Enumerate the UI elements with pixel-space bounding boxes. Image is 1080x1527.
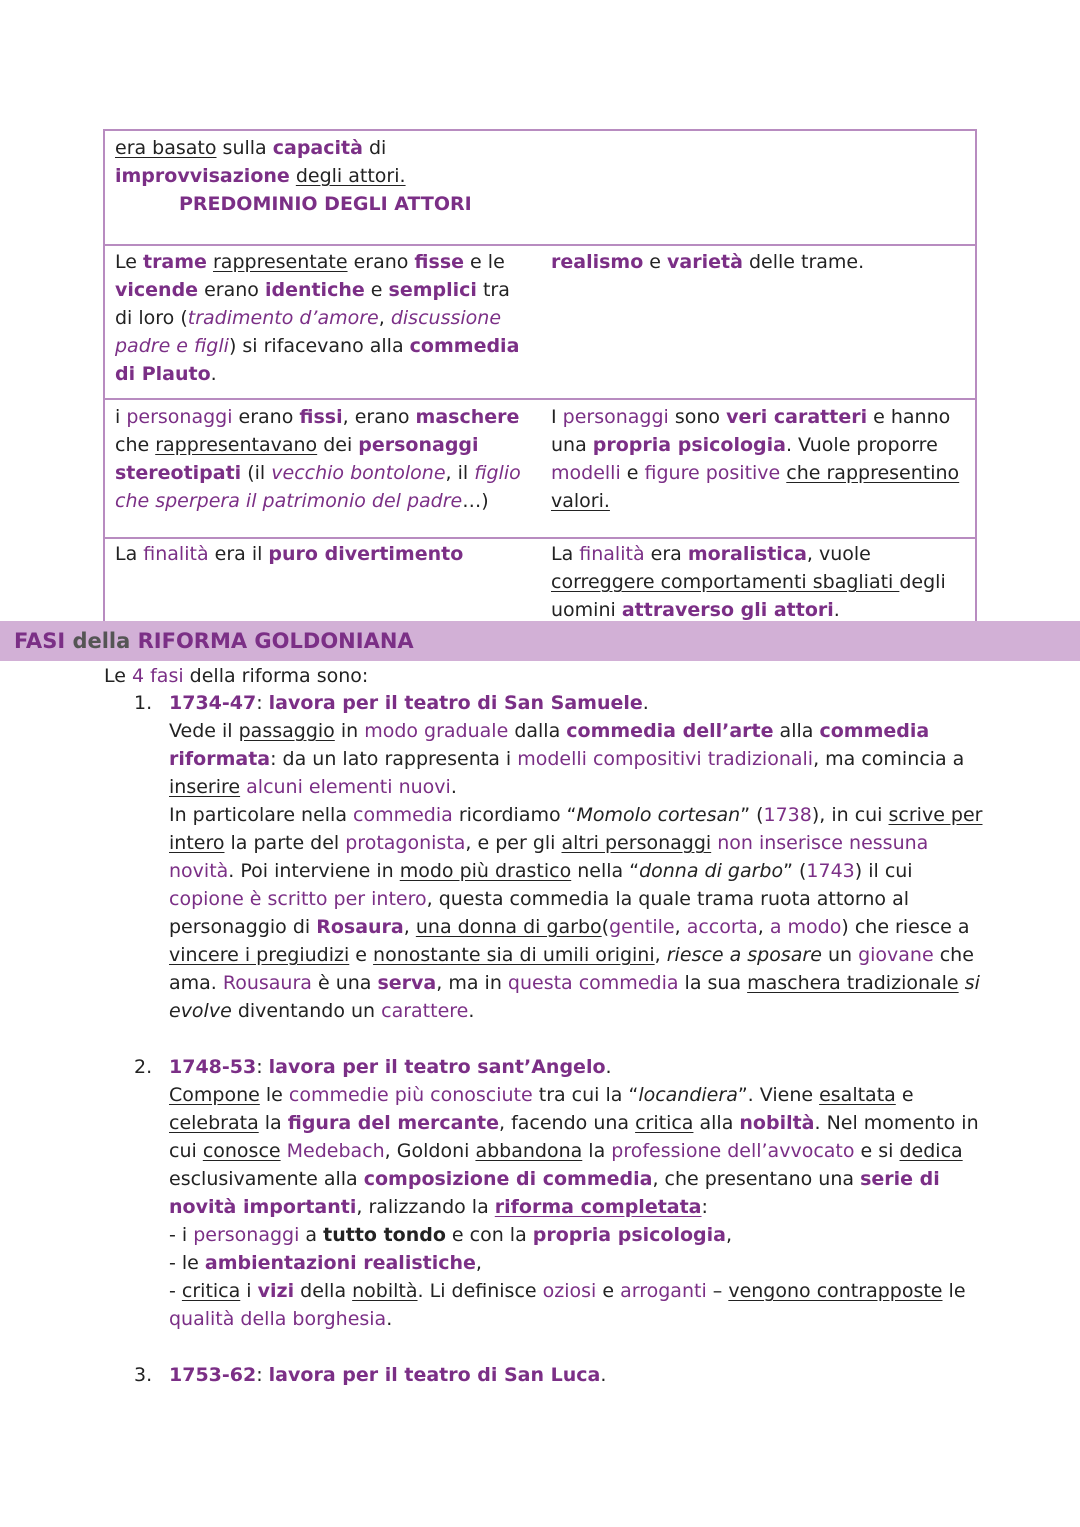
text-run: i	[115, 406, 127, 428]
text-run: figlio che sperpera il patrimonio del padre	[115, 462, 521, 512]
text-run: identiche	[264, 279, 365, 301]
text-run: attraverso gli attori	[621, 599, 834, 621]
text-run: correggere comportamenti sbagliati	[551, 571, 900, 593]
text-run: dei	[317, 434, 359, 456]
text-run: arroganti	[620, 1280, 707, 1302]
text-run: i	[240, 1280, 258, 1302]
text-run: scrive per intero	[169, 804, 983, 854]
text-run: erano	[232, 406, 300, 428]
text-run: in	[334, 720, 365, 742]
phase-paragraph	[169, 1081, 984, 1221]
text-run: degli uomini	[551, 571, 946, 621]
text-run: personaggi	[193, 1224, 300, 1246]
text-run: nonostante sia di umili origini	[373, 944, 655, 966]
text-run: ) il cui	[854, 860, 913, 882]
phase-bullet	[169, 1221, 984, 1249]
text-run: ) che riesce a	[841, 916, 970, 938]
text-run: composizione di commedia	[363, 1168, 653, 1190]
text-run: questa commedia	[507, 972, 679, 994]
text-run: le	[259, 1084, 289, 1106]
text-run: .	[386, 1308, 393, 1330]
text-run: giovane	[858, 944, 934, 966]
table-row	[104, 130, 976, 245]
text-run: Compone	[169, 1084, 260, 1106]
text-run: semplici	[388, 279, 477, 301]
text-run: Rosaura	[316, 916, 404, 938]
cell-goldoni	[541, 130, 976, 245]
phase-paragraph	[169, 801, 984, 1025]
text-run: 1738	[763, 804, 812, 826]
text-run: .	[605, 1056, 612, 1078]
text-run: altri personaggi	[561, 832, 712, 854]
text-run: .	[600, 1364, 607, 1386]
text-run: si evolve	[169, 972, 980, 1022]
text-run: ,	[378, 307, 391, 329]
text-run: della	[294, 1280, 353, 1302]
text-run: serva	[377, 972, 437, 994]
text-run: alcuni elementi nuovi	[246, 776, 451, 798]
text-run: commedia di Plauto	[115, 335, 520, 385]
cell-old-theatre	[104, 399, 541, 538]
text-run: .	[642, 692, 649, 714]
text-run: vengono contrapposte	[728, 1280, 943, 1302]
text-run: . Poi interviene in	[228, 860, 400, 882]
text-run: diventando un	[231, 1000, 382, 1022]
text-run: ,	[654, 944, 667, 966]
text-run: ”. Viene	[737, 1084, 820, 1106]
text-run: :	[256, 692, 269, 714]
text-run: e	[349, 944, 374, 966]
text-run: che	[115, 434, 156, 456]
phases-list	[134, 689, 984, 1389]
text-run: vicende	[115, 279, 199, 301]
text-run: e	[596, 1280, 621, 1302]
text-run: conosce	[202, 1140, 281, 1162]
text-run: ,	[475, 1252, 482, 1274]
text-run: che rappresentino valori.	[551, 462, 960, 512]
phase-title	[169, 1361, 984, 1389]
text-run: ), in cui	[811, 804, 889, 826]
text-run: , il	[445, 462, 475, 484]
text-run: vizi	[257, 1280, 295, 1302]
text-run: , ma comincia a	[813, 748, 965, 770]
section-header-band	[0, 621, 1080, 661]
text-run: , vuole	[806, 543, 871, 565]
text-run: Vede il	[169, 720, 239, 742]
phase-paragraph	[169, 717, 984, 801]
text-run: - i	[169, 1224, 194, 1246]
text-run: era	[644, 543, 688, 565]
text-run: finalità	[143, 543, 209, 565]
text-run: . Nel momento in cui	[169, 1112, 979, 1162]
text-run: erano	[347, 251, 415, 273]
text-run: –	[706, 1280, 729, 1302]
text-run: , questa commedia la quale trama ruota attorno al personaggio di	[169, 888, 910, 938]
text-run: lavora per il teatro sant’Angelo	[268, 1056, 606, 1078]
text-run: tradimento d’amore	[187, 307, 379, 329]
text-run: e	[620, 462, 645, 484]
text-run: riesce a sposare	[666, 944, 822, 966]
text-run: passaggio	[238, 720, 335, 742]
text-run: Momolo cortesan	[576, 804, 741, 826]
text-run: modelli	[551, 462, 621, 484]
text-run: puro divertimento	[268, 543, 464, 565]
text-run: Le	[104, 665, 132, 687]
text-run: - le	[169, 1252, 205, 1274]
text-run: :	[256, 1364, 269, 1386]
text-run: 4 fasi	[131, 665, 184, 687]
text-run: oziosi	[542, 1280, 597, 1302]
text-run: ambientazioni realistiche	[204, 1252, 476, 1274]
text-run: moralistica	[687, 543, 807, 565]
text-run: figure positive	[644, 462, 781, 484]
list-number: 3.	[134, 1364, 153, 1386]
text-run: veri caratteri	[726, 406, 868, 428]
text-run: copione è scritto per intero	[169, 888, 427, 910]
text-run: abbandona	[475, 1140, 583, 1162]
cell-goldoni	[541, 399, 976, 538]
text-run: tra di loro (	[115, 279, 510, 329]
text-run: una donna di garbo	[415, 916, 602, 938]
text-run: un	[821, 944, 859, 966]
cell-old-theatre	[104, 130, 541, 245]
text-run: esaltata	[819, 1084, 896, 1106]
text-run: nobiltà	[352, 1280, 418, 1302]
text-run: In particolare nella	[169, 804, 354, 826]
text-run: (	[601, 916, 610, 938]
text-run: era il	[208, 543, 269, 565]
text-run: …)	[462, 490, 489, 512]
text-run: RIFORMA GOLDONIANA	[137, 629, 414, 653]
text-run: esclusivamente alla	[169, 1168, 364, 1190]
text-run: . Li definisce	[417, 1280, 543, 1302]
text-run: discussione padre e figli	[115, 307, 502, 357]
text-run: , facendo una	[499, 1112, 636, 1134]
intro-line	[104, 662, 368, 690]
text-run: ,	[725, 1224, 733, 1246]
text-run: vincere i pregiudizi	[169, 944, 350, 966]
text-run: inserire	[169, 776, 241, 798]
text-run: : da un lato rappresenta i	[270, 748, 518, 770]
text-run: delle trame.	[742, 251, 865, 273]
text-run: e si	[854, 1140, 900, 1162]
text-run: 1748-53	[169, 1056, 257, 1078]
phase-title	[169, 689, 984, 717]
text-run: e	[643, 251, 668, 273]
text-run: 1753-62	[169, 1364, 257, 1386]
text-run: dedica	[899, 1140, 963, 1162]
text-run: e le	[464, 251, 505, 273]
list-number: 1.	[134, 692, 153, 714]
list-item	[134, 1361, 984, 1389]
text-run: PREDOMINIO DEGLI ATTORI	[179, 193, 472, 215]
text-run: degli attori.	[295, 165, 406, 187]
text-run: che ama.	[169, 944, 974, 994]
text-run: ,	[757, 916, 770, 938]
text-run: nella “	[571, 860, 640, 882]
phase-bullet	[169, 1277, 984, 1333]
text-run: di	[362, 137, 387, 159]
table-row	[104, 245, 976, 399]
text-run: gentile	[609, 916, 675, 938]
text-run: dalla	[508, 720, 567, 742]
text-run: critica	[635, 1112, 694, 1134]
phase-bullet	[169, 1249, 984, 1277]
text-run: e con la	[445, 1224, 533, 1246]
text-run: trame	[142, 251, 207, 273]
text-run: la	[582, 1140, 612, 1162]
text-run: tutto tondo	[323, 1224, 446, 1246]
text-run: e	[895, 1084, 914, 1106]
text-run: .	[468, 1000, 475, 1022]
text-run: 1743	[806, 860, 855, 882]
text-run: propria psicologia	[532, 1224, 726, 1246]
text-run: della	[65, 629, 138, 653]
text-run: realismo	[551, 251, 644, 273]
text-run: propria psicologia	[592, 434, 786, 456]
text-run: , che presentano una	[652, 1168, 861, 1190]
text-run: La	[551, 543, 580, 565]
text-run: lavora per il teatro di San Samuele	[268, 692, 643, 714]
text-run: varietà	[667, 251, 743, 273]
text-run: ” (	[783, 860, 807, 882]
text-run: capacità	[272, 137, 363, 159]
text-run: finalità	[579, 543, 645, 565]
text-run: carattere	[381, 1000, 469, 1022]
text-run: Rousaura	[222, 972, 312, 994]
text-run: maschere	[415, 406, 520, 428]
text-run: :	[701, 1196, 708, 1218]
text-run: professione dell’avvocato	[611, 1140, 855, 1162]
text-run: la	[258, 1112, 288, 1134]
text-run: sono	[668, 406, 727, 428]
text-run: fissi	[299, 406, 343, 428]
text-run: nobiltà	[739, 1112, 815, 1134]
text-run: La	[115, 543, 144, 565]
text-run: celebrata	[169, 1112, 259, 1134]
text-run: a modo	[769, 916, 842, 938]
text-run: locandiera	[638, 1084, 738, 1106]
table-row	[104, 399, 976, 538]
text-run: Medebach	[286, 1140, 385, 1162]
text-run: ,	[403, 916, 416, 938]
text-run: , ma in	[436, 972, 508, 994]
text-run: la sua	[678, 972, 748, 994]
text-run: commedia dell’arte	[566, 720, 774, 742]
text-run: personaggi	[126, 406, 233, 428]
text-run: accorta	[686, 916, 758, 938]
text-run: , e per gli	[465, 832, 562, 854]
text-run: personaggi stereotipati	[115, 434, 479, 484]
text-run: figura del mercante	[287, 1112, 499, 1134]
text-run: lavora per il teatro di San Luca	[268, 1364, 601, 1386]
text-run: e	[364, 279, 389, 301]
text-run: critica	[181, 1280, 241, 1302]
text-run: fisse	[414, 251, 465, 273]
list-number: 2.	[134, 1056, 153, 1078]
text-run: riforma completata	[494, 1196, 702, 1218]
text-run: commedia	[353, 804, 453, 826]
text-run: serie di novità importanti	[169, 1168, 940, 1218]
text-run: la parte del	[224, 832, 346, 854]
text-run: FASI	[14, 629, 66, 653]
text-run: non inserisce nessuna novità	[169, 832, 929, 882]
comparison-table	[103, 129, 977, 636]
text-run: tra cui la “	[532, 1084, 639, 1106]
text-run: , erano	[342, 406, 416, 428]
text-run: commedie più conosciute	[288, 1084, 533, 1106]
text-run: 1734-47	[169, 692, 257, 714]
text-run: , Goldoni	[384, 1140, 476, 1162]
text-run: alla	[693, 1112, 740, 1134]
list-item	[134, 689, 984, 1053]
text-run: maschera tradizionale	[747, 972, 959, 994]
text-run: I	[551, 406, 563, 428]
text-run: .	[450, 776, 457, 798]
text-run: vecchio bontolone	[271, 462, 446, 484]
text-run: le	[942, 1280, 966, 1302]
text-run: e hanno una	[551, 406, 951, 456]
text-run: (il	[241, 462, 272, 484]
text-run: . Vuole proporre	[785, 434, 938, 456]
text-run: improvvisazione	[115, 165, 290, 187]
list-item	[134, 1053, 984, 1361]
text-run: rappresentavano	[155, 434, 318, 456]
text-run: a	[299, 1224, 324, 1246]
text-run: alla	[773, 720, 820, 742]
text-run: sulla	[216, 137, 273, 159]
text-run: donna di garbo	[639, 860, 784, 882]
text-run: ) si rifacevano alla	[228, 335, 410, 357]
text-run: .	[833, 599, 840, 621]
text-run: .	[210, 363, 217, 385]
text-run: modelli compositivi tradizionali	[517, 748, 814, 770]
text-run: personaggi	[562, 406, 669, 428]
text-run: :	[256, 1056, 269, 1078]
text-run: qualità della borghesia	[169, 1308, 387, 1330]
text-run: -	[169, 1280, 182, 1302]
text-run: modo più drastico	[399, 860, 572, 882]
text-run: rappresentate	[213, 251, 348, 273]
text-run: modo graduale	[364, 720, 509, 742]
text-run: protagonista	[345, 832, 466, 854]
text-run: erano	[198, 279, 265, 301]
text-run: Le	[115, 251, 143, 273]
text-run: ricordiamo “	[452, 804, 577, 826]
text-run: ,	[674, 916, 687, 938]
text-run: era basato	[115, 137, 217, 159]
phase-title	[169, 1053, 984, 1081]
text-run: ” (	[740, 804, 764, 826]
section-heading	[0, 621, 1080, 661]
text-run: della riforma sono:	[183, 665, 369, 687]
text-run: è una	[311, 972, 378, 994]
cell-old-theatre	[104, 245, 541, 399]
cell-goldoni	[541, 245, 976, 399]
text-run: , ralizzando la	[356, 1196, 495, 1218]
text-run: commedia riformata	[169, 720, 930, 770]
